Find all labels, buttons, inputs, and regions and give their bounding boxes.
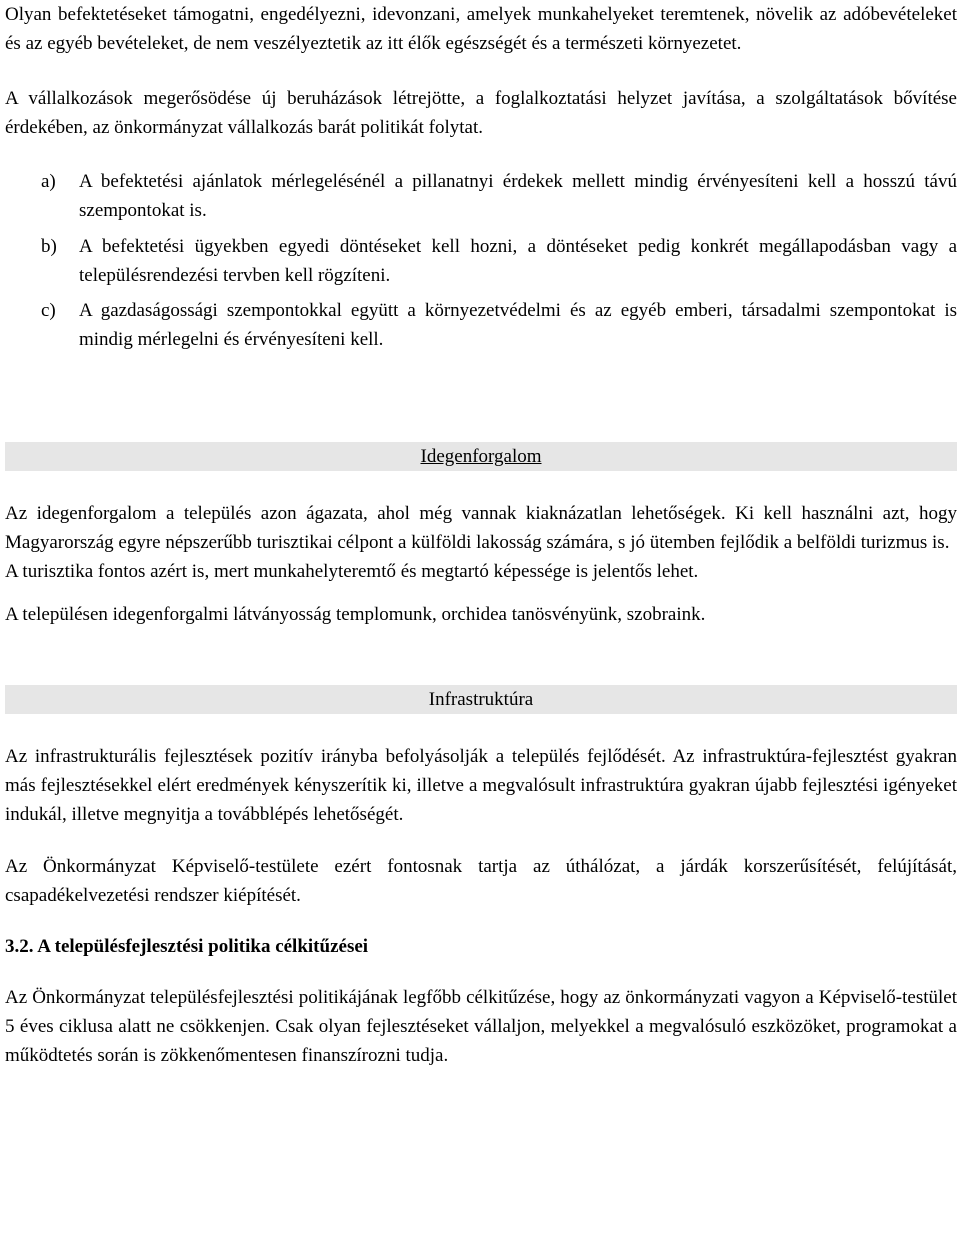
tourism-paragraph-3: A településen idegenforgalmi látványosság templomunk, orchidea tanösvényünk, szobraink.: [5, 604, 706, 625]
list-marker: b): [41, 236, 57, 257]
policy-list: [5, 167, 957, 354]
intro-paragraph-1: Olyan befektetéseket támogatni, engedélyezni, idevonzani, amelyek munkahelyeket teremtenek, növelik az adóbevételeket és az egyéb bevételeket, de nem veszélyeztetik az itt élők egészségét és a természeti környezetet.: [5, 4, 957, 54]
section-title-tourism: [5, 442, 957, 471]
list-item-text: A befektetési ügyekben egyedi döntéseket kell hozni, a döntéseket pedig konkrét megállapodásban vagy a településrendezési tervben kell rögzíteni.: [79, 236, 957, 286]
infra-paragraph-2: Az Önkormányzat Képviselő-testülete ezért fontosnak tartja az úthálózat, a járdák korszerűsítését, felújítását, csapadékelvezetési rendszer kiépítését.: [5, 856, 957, 906]
list-marker: c): [41, 300, 56, 321]
section-heading-goals: 3.2. A településfejlesztési politika célkitűzései: [5, 936, 369, 957]
section-title-text: Infrastruktúra: [428, 689, 534, 710]
infra-paragraph-1: Az infrastrukturális fejlesztések pozitív irányba befolyásolják a település fejlődését. Az infrastruktúra-fejlesztést gyakran más fejlesztésekkel elért eredmények kényszerítik ki, illetve a megvalósult infrastruktúra gyakran újabb fejlesztési igényeket indukál, illetve megnyitja a továbblépés lehetőségét.: [5, 746, 957, 825]
list-marker: a): [41, 171, 56, 192]
list-item: [5, 296, 957, 354]
tourism-paragraph-2: A turisztika fontos azért is, mert munkahelyteremtő és megtartó képessége is jelentős lehet.: [5, 561, 699, 582]
list-item-text: A befektetési ajánlatok mérlegelésénél a pillanatnyi érdekek mellett mindig érvényesíteni kell a hosszú távú szempontokat is.: [79, 171, 957, 221]
goals-paragraph-1: Az Önkormányzat településfejlesztési politikájának legfőbb célkitűzése, hogy az önkormányzati vagyon a Képviselő-testület 5 éves ciklusa alatt ne csökkenjen. Csak olyan fejlesztéseket vállaljon, melyekkel a megvalósuló eszközöket, programokat a működtetés során is zökkenőmentesen finanszírozni tudja.: [5, 987, 957, 1066]
section-title-infrastructure: [5, 685, 957, 714]
intro-paragraph-2: A vállalkozások megerősödése új beruházások létrejötte, a foglalkoztatási helyzet javítása, a szolgáltatások bővítése érdekében, az önkormányzat vállalkozás barát politikát folytat.: [5, 88, 957, 138]
section-title-text: Idegenforgalom: [420, 446, 542, 467]
list-item: [5, 232, 957, 290]
tourism-paragraph-1: Az idegenforgalom a település azon ágazata, ahol még vannak kiaknázatlan lehetőségek. Ki kell használni azt, hogy Magyarország egyre népszerűbb turisztikai célpont a külföldi lakosság számára, s jó ütemben fejlődik a belföldi turizmus is.: [5, 503, 957, 553]
list-item-text: A gazdaságossági szempontokkal együtt a környezetvédelmi és az egyéb emberi, társadalmi szempontokat is mindig mérlegelni és érvényesíteni kell.: [79, 300, 957, 350]
list-item: [5, 167, 957, 225]
